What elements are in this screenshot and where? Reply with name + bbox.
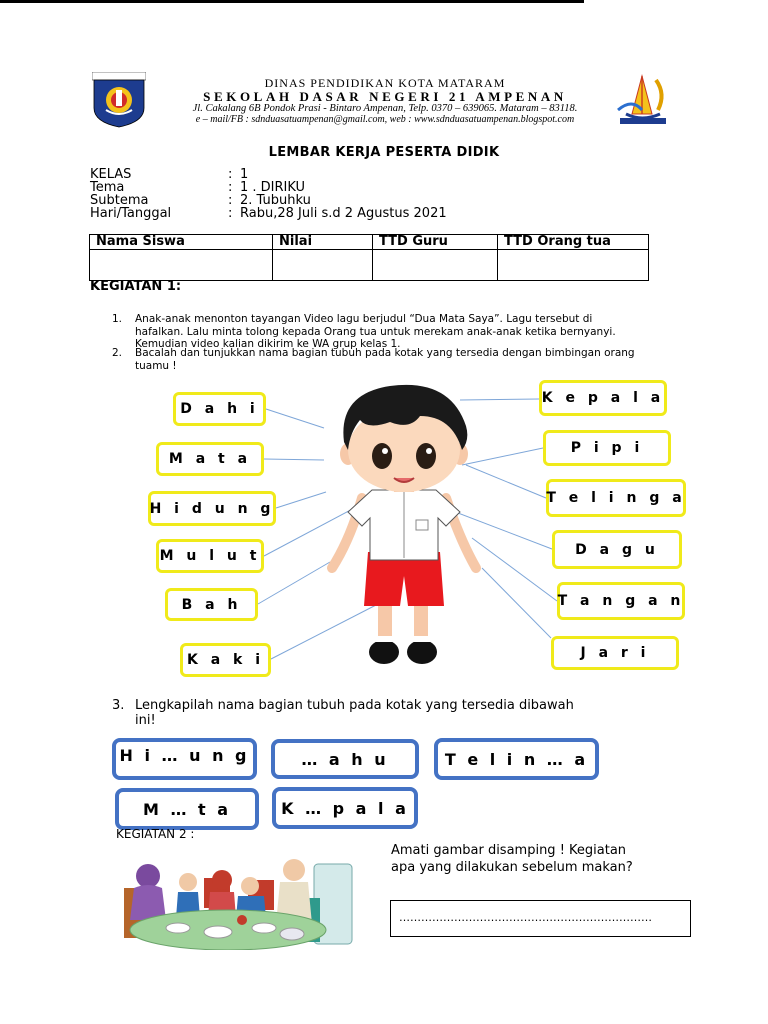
info-value: 1 . DIRIKU (240, 180, 306, 195)
letterhead-school-name: SEKOLAH DASAR NEGERI 21 AMPENAN (203, 89, 567, 104)
fill-in-kepala[interactable]: K … p a l a (272, 787, 418, 829)
col-nama-siswa: Nama Siswa (90, 235, 273, 250)
info-key: Tema (90, 180, 125, 195)
label-dagu: D a g u (552, 530, 682, 569)
letterhead-agency: DINAS PENDIDIKAN KOTA MATARAM (264, 76, 506, 90)
label-dahi: D a h i (173, 392, 266, 426)
item-1-line: Anak-anak menonton tayangan Video lagu berjudul “Dua Mata Saya”. Lagu tersebut di (135, 313, 593, 325)
label-mulut: M u l u t (156, 539, 264, 573)
item-2-number: 2. (112, 347, 123, 359)
info-sep: : (228, 180, 233, 195)
label-tangan: T a n g a n (557, 582, 685, 620)
info-sep: : (228, 206, 233, 221)
info-sep: : (228, 167, 233, 182)
info-value: Rabu,28 Juli s.d 2 Agustus 2021 (240, 206, 447, 221)
info-value: 2. Tubuhku (240, 193, 311, 208)
family-dinner-illustration (118, 848, 358, 950)
fill-in-hidung[interactable]: H i … u n g (112, 738, 257, 780)
item-3-number: 3. (112, 698, 125, 713)
letterhead-contact: e – mail/FB : sdnduasatuampenan@gmail.com, web : www.sdnduasatuampenan.blogspot.com (195, 114, 575, 125)
child-body-illustration (320, 380, 488, 672)
info-key: Subtema (90, 193, 149, 208)
kegiatan-2-question (391, 842, 633, 876)
item-3-line: ini! (135, 713, 156, 728)
worksheet-title: LEMBAR KERJA PESERTA DIDIK (268, 145, 500, 160)
fill-in-mata[interactable]: M … t a (115, 788, 259, 830)
label-kaki: K a k i (180, 643, 271, 677)
fill-in-telinga[interactable]: T e l i n … a (434, 738, 599, 780)
label-jari: J a r i (551, 636, 679, 670)
answer-dots: …………………………………………………………… (399, 911, 652, 924)
kegiatan-2-heading: KEGIATAN 2 : (116, 827, 195, 841)
label-telinga: T e l i n g a (546, 479, 686, 517)
label-hidung: H i d u n g (148, 491, 276, 526)
item-2-line: Bacalah dan tunjukkan nama bagian tubuh pada kotak yang tersedia dengan bimbingan orang (135, 347, 635, 359)
item-1-number: 1. (112, 313, 123, 325)
question-line: apa yang dilakukan sebelum makan? (391, 860, 633, 875)
label-kepala: K e p a l a (539, 380, 667, 416)
item-3-line: Lengkapilah nama bagian tubuh pada kotak yang tersedia dibawah (135, 698, 574, 713)
info-sep: : (228, 193, 233, 208)
item-3-text (135, 698, 574, 728)
col-ttd-guru: TTD Guru (373, 235, 498, 250)
item-1-line: hafalkan. Lalu minta tolong kepada Orang tua untuk merekam anak-anak ketika bernyanyi. (135, 325, 616, 338)
fill-in-bahu[interactable]: … a h u (271, 739, 419, 779)
label-mata: M a t a (156, 442, 264, 476)
question-line: Amati gambar disamping ! Kegiatan (391, 843, 627, 858)
col-ttd-orang-tua: TTD Orang tua (498, 235, 649, 250)
letterhead-address: Jl. Cakalang 6B Pondok Prasi - Bintaro Ampenan, Telp. 0370 – 639065. Mataram – 83118. (192, 103, 578, 114)
info-value: 1 (240, 167, 249, 182)
label-bah: B a h (165, 588, 258, 621)
info-key: KELAS (90, 167, 132, 182)
answer-field[interactable] (390, 900, 691, 937)
col-nilai: Nilai (273, 235, 373, 250)
item-1-line: Kemudian video kalian dikirim ke WA grup kelas 1. (135, 338, 401, 350)
label-pipi: P i p i (543, 430, 671, 466)
item-2-line: tuamu ! (135, 359, 177, 372)
info-key: Hari/Tanggal (90, 206, 172, 221)
kegiatan-1-heading: KEGIATAN 1: (90, 279, 182, 294)
